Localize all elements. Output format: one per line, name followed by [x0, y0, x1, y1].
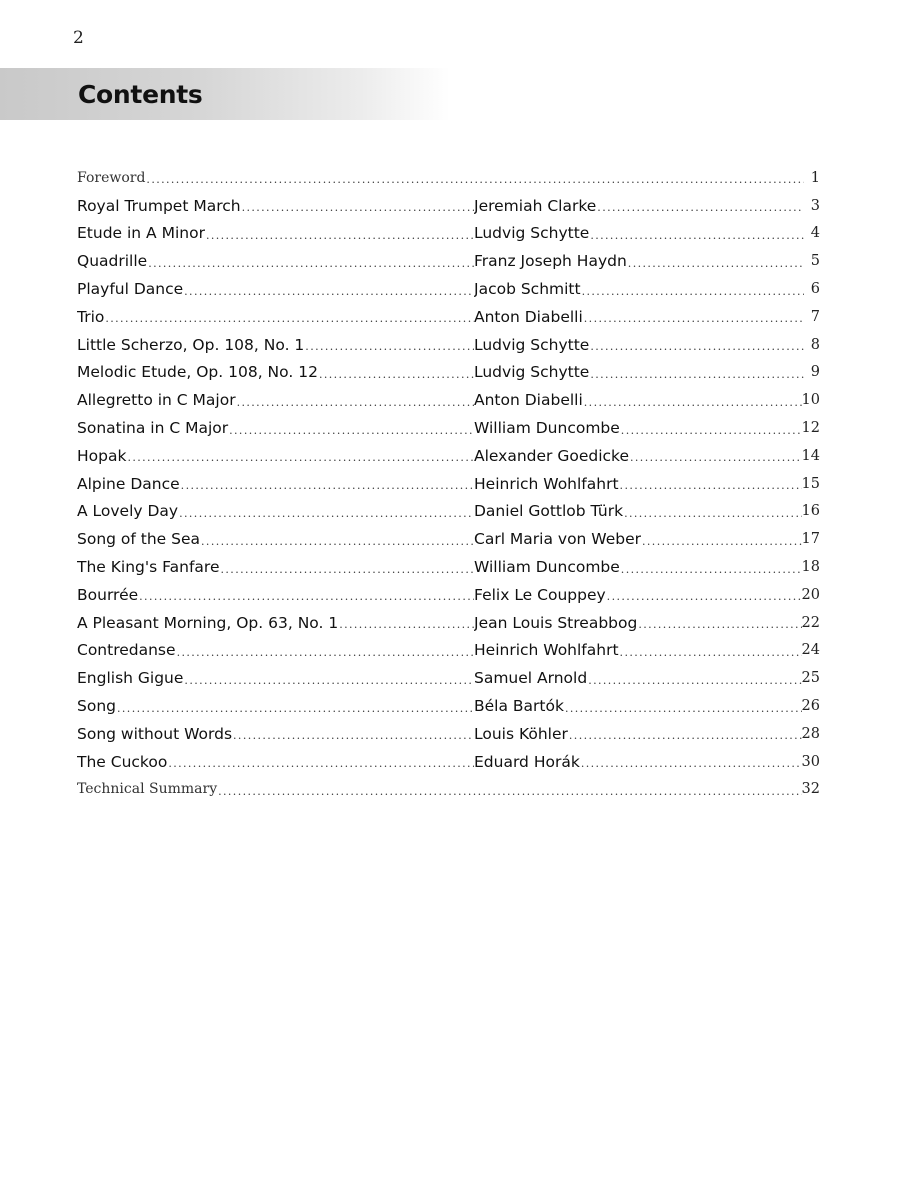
toc-row [77, 609, 820, 637]
toc-composer: Alexander Goedicke [474, 446, 629, 465]
toc-title-cell [77, 781, 802, 798]
toc-page-number: 32 [801, 781, 820, 798]
toc-entry-title: Trio [77, 307, 105, 326]
toc-page-number: 7 [810, 308, 820, 325]
leader-dots [338, 618, 474, 631]
toc-page-number: 1 [810, 169, 820, 186]
toc-page-number: 8 [810, 336, 820, 353]
toc-composer: Jacob Schmitt [474, 280, 581, 299]
leader-dots [587, 674, 801, 687]
toc-title-cell [77, 447, 474, 465]
toc-composer-cell [474, 280, 804, 298]
toc-title-cell [77, 641, 474, 659]
toc-composer-cell [474, 669, 802, 687]
leader-dots [205, 229, 474, 242]
toc-page-number: 5 [810, 253, 820, 270]
toc-page-number: 4 [810, 225, 820, 242]
toc-title-cell [77, 475, 474, 493]
toc-composer: Anton Diabelli [474, 391, 583, 410]
toc-composer: Heinrich Wohlfahrt [474, 474, 619, 493]
toc-composer: Ludvig Schytte [474, 335, 590, 354]
toc-row [77, 359, 820, 387]
leader-dots [126, 451, 474, 464]
toc-title-cell [77, 224, 474, 242]
toc-composer-cell [474, 697, 802, 715]
toc-composer-cell [474, 614, 802, 632]
leader-dots [568, 729, 802, 742]
toc-page-number: 3 [810, 197, 820, 214]
leader-dots [619, 646, 802, 659]
toc-page-number: 16 [801, 503, 820, 520]
toc-entry-title: The King's Fanfare [77, 558, 220, 577]
toc-page-number: 15 [801, 475, 820, 492]
leader-dots [304, 340, 474, 353]
toc-composer-cell [474, 197, 804, 215]
toc-row [77, 331, 820, 359]
leader-dots [228, 424, 474, 437]
leader-dots [241, 201, 474, 214]
toc-title-cell [77, 363, 474, 381]
toc-title-cell [77, 725, 474, 743]
toc-title-cell [77, 558, 474, 576]
leader-dots [116, 702, 474, 715]
toc-title-cell [77, 419, 474, 437]
toc-page-number: 24 [801, 642, 820, 659]
toc-composer: William Duncombe [474, 419, 620, 438]
toc-composer: Ludvig Schytte [474, 363, 590, 382]
leader-dots [183, 285, 474, 298]
toc-page-number: 30 [801, 753, 820, 770]
leader-dots [623, 507, 801, 520]
toc-row [77, 581, 820, 609]
leader-dots [641, 535, 802, 548]
toc-row [77, 748, 820, 776]
toc-page-number: 6 [810, 281, 820, 298]
toc-composer-cell [474, 502, 802, 520]
leader-dots [627, 257, 804, 270]
toc-composer: Daniel Gottlob Türk [474, 502, 624, 521]
toc-composer-cell [474, 586, 802, 604]
leader-dots [183, 674, 474, 687]
toc-title-cell [77, 669, 474, 687]
toc-title-cell [77, 586, 474, 604]
leader-dots [637, 618, 801, 631]
toc-composer-cell [474, 363, 804, 381]
toc-row [77, 498, 820, 526]
toc-row [77, 637, 820, 665]
toc-composer: Jean Louis Streabbog [474, 613, 638, 632]
toc-row [77, 664, 820, 692]
toc-title-cell [77, 502, 474, 520]
leader-dots [620, 563, 802, 576]
toc-composer-cell [474, 447, 802, 465]
toc-page-number: 26 [801, 698, 820, 715]
leader-dots [200, 535, 474, 548]
leader-dots [318, 368, 474, 381]
toc-title-cell [77, 280, 474, 298]
leader-dots [178, 507, 474, 520]
toc-row [77, 525, 820, 553]
toc-entry-title: Song of the Sea [77, 530, 201, 549]
toc-composer-cell [474, 558, 802, 576]
leader-dots [138, 590, 474, 603]
toc-title-cell [77, 614, 474, 632]
leader-dots [147, 257, 474, 270]
toc-composer: William Duncombe [474, 558, 620, 577]
toc-composer: Jeremiah Clarke [474, 196, 597, 215]
toc-entry-title: A Pleasant Morning, Op. 63, No. 1 [77, 613, 339, 632]
toc-entries [77, 192, 820, 776]
toc-composer-cell [474, 475, 802, 493]
toc-composer-cell [474, 530, 802, 548]
toc-entry-title: Etude in A Minor [77, 224, 205, 243]
toc-composer: Felix Le Couppey [474, 585, 606, 604]
toc-composer: Carl Maria von Weber [474, 530, 642, 549]
toc-title-cell [77, 308, 474, 326]
leader-dots [629, 451, 802, 464]
toc-entry-title: Song [77, 697, 116, 716]
toc-row [77, 442, 820, 470]
toc-row [77, 720, 820, 748]
toc-entry-title: English Gigue [77, 669, 184, 688]
leader-dots [620, 424, 802, 437]
toc-composer: Eduard Horák [474, 752, 580, 771]
toc-page-number: 22 [801, 614, 820, 631]
leader-dots [232, 729, 474, 742]
toc-page-number: 10 [801, 392, 820, 409]
toc-row [77, 303, 820, 331]
toc-composer: Anton Diabelli [474, 307, 583, 326]
toc-entry-title: Allegretto in C Major [77, 391, 236, 410]
leader-dots [583, 312, 804, 325]
toc-entry-title: Hopak [77, 446, 127, 465]
toc-title-cell [77, 530, 474, 548]
toc-row-technical-summary [77, 776, 820, 804]
toc-composer-cell [474, 641, 802, 659]
leader-dots [606, 590, 802, 603]
toc-composer-cell [474, 252, 804, 270]
toc-title-cell [77, 197, 474, 215]
leader-dots [589, 229, 804, 242]
leader-dots [581, 285, 804, 298]
leader-dots [583, 396, 802, 409]
toc-composer: Franz Joseph Haydn [474, 252, 627, 271]
leader-dots [217, 785, 801, 798]
toc-entry-title: Quadrille [77, 252, 148, 271]
leader-dots [589, 340, 804, 353]
toc-page-number: 20 [801, 586, 820, 603]
leader-dots [167, 757, 474, 770]
toc-page-number: 17 [801, 531, 820, 548]
toc-page-number: 25 [801, 670, 820, 687]
toc-composer: Louis Köhler [474, 724, 568, 743]
toc-composer-cell [474, 753, 802, 771]
toc-title-cell [77, 252, 474, 270]
toc-composer: Ludvig Schytte [474, 224, 590, 243]
toc-entry-title: Song without Words [77, 724, 233, 743]
toc-page-number: 14 [801, 447, 820, 464]
toc-entry-title: Alpine Dance [77, 474, 180, 493]
toc-composer-cell [474, 725, 802, 743]
toc-title-cell [77, 753, 474, 771]
leader-dots [619, 479, 802, 492]
contents-list [77, 164, 820, 803]
toc-row [77, 414, 820, 442]
toc-composer-cell [474, 419, 802, 437]
leader-dots [176, 646, 474, 659]
toc-row-foreword [77, 164, 820, 192]
toc-title-cell [77, 336, 474, 354]
leader-dots [580, 757, 802, 770]
leader-dots [236, 396, 474, 409]
toc-entry-title: A Lovely Day [77, 502, 179, 521]
toc-page-number: 9 [810, 364, 820, 381]
leader-dots [589, 368, 804, 381]
toc-entry-title: Melodic Etude, Op. 108, No. 12 [77, 363, 318, 382]
leader-dots [564, 702, 802, 715]
toc-entry-title: Contredanse [77, 641, 176, 660]
toc-composer-cell [474, 308, 804, 326]
toc-page-number: 18 [801, 559, 820, 576]
toc-composer-cell [474, 336, 804, 354]
toc-composer-cell [474, 391, 802, 409]
toc-title-cell [77, 169, 804, 186]
toc-composer: Samuel Arnold [474, 669, 588, 688]
toc-composer: Heinrich Wohlfahrt [474, 641, 619, 660]
toc-title-cell [77, 697, 474, 715]
toc-row [77, 192, 820, 220]
leader-dots [596, 201, 804, 214]
toc-entry-title: Technical Summary [77, 781, 218, 798]
toc-row [77, 470, 820, 498]
leader-dots [145, 173, 804, 186]
toc-page-number: 28 [801, 725, 820, 742]
leader-dots [104, 312, 474, 325]
page-title: Contents [78, 80, 203, 109]
toc-title-cell [77, 391, 474, 409]
toc-entry-title: Foreword [77, 169, 146, 186]
toc-row [77, 692, 820, 720]
leader-dots [220, 563, 475, 576]
title-band [0, 68, 450, 120]
toc-row [77, 220, 820, 248]
toc-composer: Béla Bartók [474, 697, 564, 716]
toc-entry-title: Little Scherzo, Op. 108, No. 1 [77, 335, 305, 354]
leader-dots [180, 479, 474, 492]
toc-row [77, 386, 820, 414]
toc-composer-cell [474, 224, 804, 242]
toc-row [77, 553, 820, 581]
toc-entry-title: Royal Trumpet March [77, 196, 241, 215]
toc-row [77, 275, 820, 303]
toc-entry-title: The Cuckoo [77, 752, 168, 771]
toc-page-number: 12 [801, 420, 820, 437]
toc-entry-title: Playful Dance [77, 280, 184, 299]
toc-row [77, 247, 820, 275]
page-number: 2 [73, 28, 84, 48]
toc-entry-title: Sonatina in C Major [77, 419, 229, 438]
toc-entry-title: Bourrée [77, 585, 139, 604]
